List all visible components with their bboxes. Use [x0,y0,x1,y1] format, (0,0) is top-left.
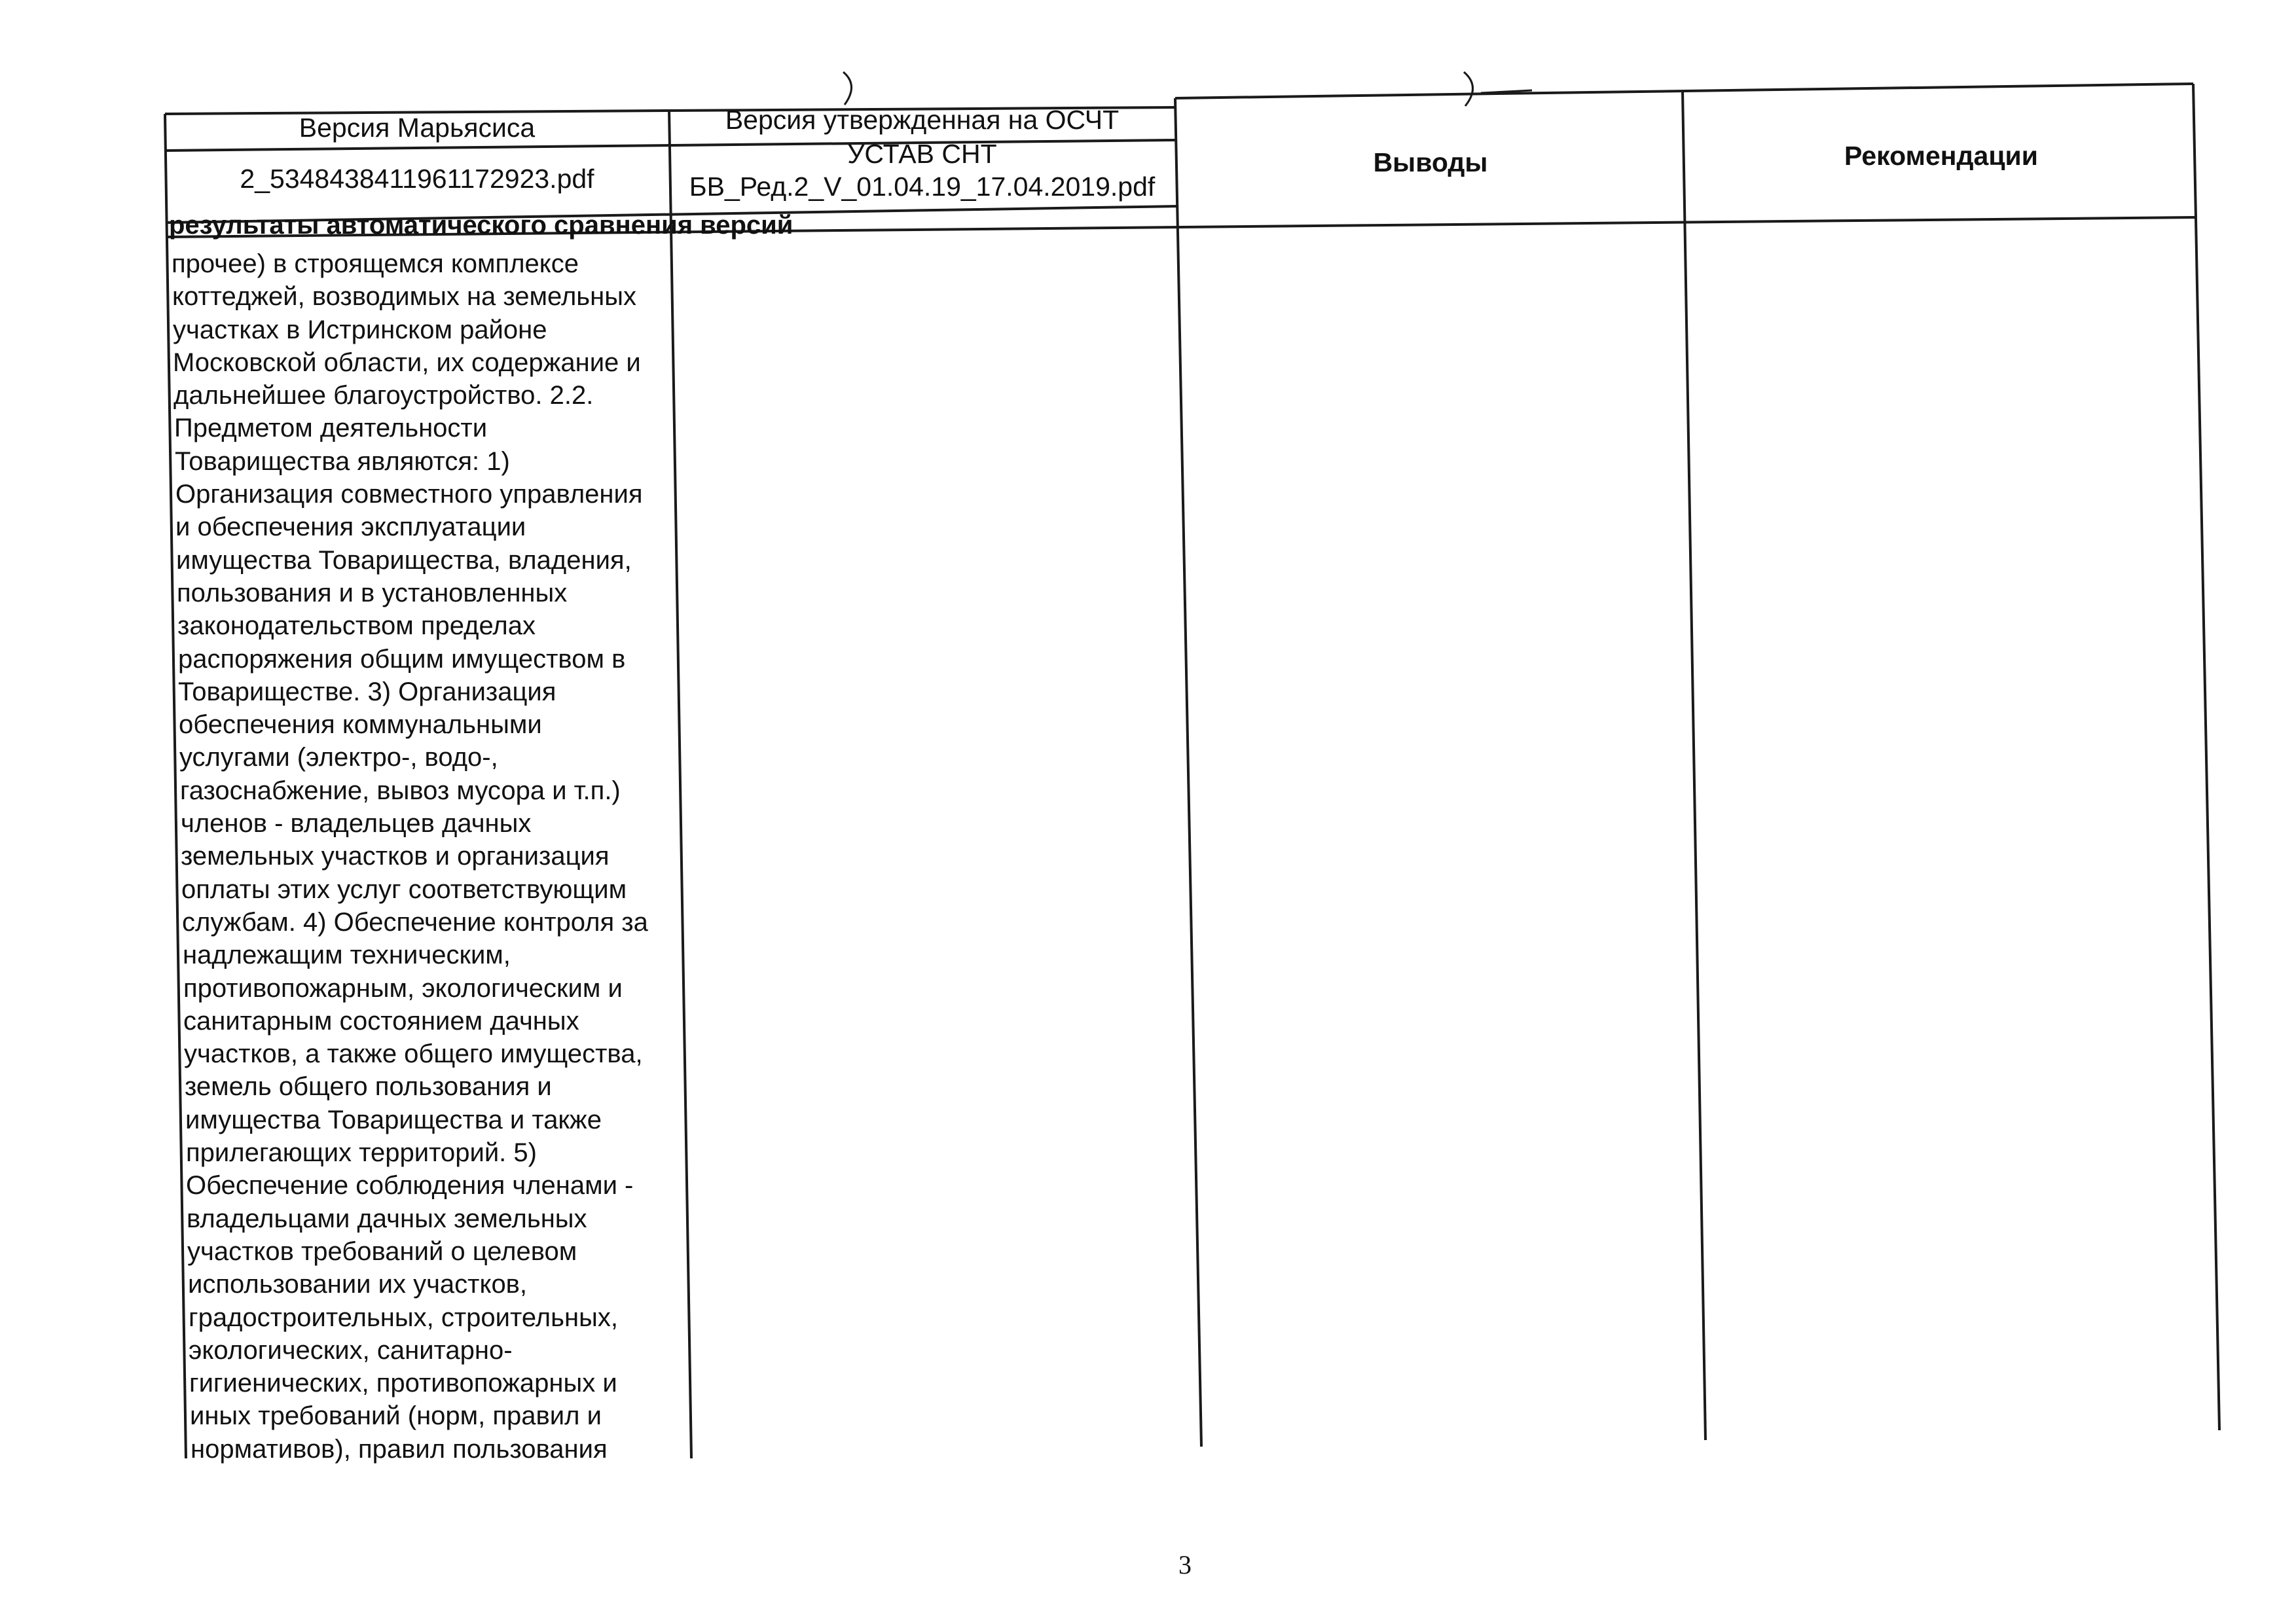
text-line: коттеджей, возводимых на земельных [172,282,636,312]
text-line: дальнейшее благоустройство. 2.2. [173,381,594,410]
text-line: имущества Товарищества и также [185,1105,602,1134]
text-line: гигиенических, противопожарных и [189,1369,617,1398]
text-line: надлежащим техническим, [183,941,511,970]
text-line: участков требований о целевом [187,1236,577,1266]
text-line: обеспечения коммунальными [179,710,542,740]
text-line: Обеспечение соблюдения членами - [186,1171,634,1200]
text-line: имущества Товарищества, владения, [176,545,632,575]
col1-title: Версия Марьясиса [299,113,536,143]
text-line: противопожарным, экологическим и [183,973,623,1003]
section-title: результаты автоматического сравнения версий [169,211,793,240]
col2-file: БВ_Ред.2_V_01.04.19_17.04.2019.pdf [689,171,1156,202]
text-line: земельных участков и организация [181,842,610,871]
text-line: нормативов), правил пользования [191,1434,608,1464]
text-line: газоснабжение, вывоз мусора и т.п.) [180,776,621,805]
text-line: санитарным состоянием дачных [183,1006,579,1036]
text-line: законодательством пределах [177,611,536,641]
text-line: иных требований (норм, правил и [190,1401,602,1431]
text-line: участков, а также общего имущества, [184,1039,643,1069]
text-line: Товариществе. 3) Организация [178,677,556,706]
col1-file: 2_5348438411961172923.pdf [240,164,594,194]
text-line: прочее) в строящемся комплексе [172,249,579,278]
col3-title: Выводы [1373,147,1488,177]
col1-body-text [172,247,648,1466]
text-line: и обеспечения эксплуатации [175,513,526,542]
text-line: участках в Истринском районе [173,315,547,344]
text-line: Товарищества являются: 1) [175,446,510,476]
text-line: услугами (электро-, водо-, [179,743,498,772]
text-line: прилегающих территорий. 5) [186,1138,537,1168]
text-line: владельцами дачных земельных [187,1204,587,1233]
text-line: земель общего пользования и [185,1072,552,1102]
text-line: пользования и в установленных [177,578,568,607]
text-line: экологических, санитарно- [189,1335,513,1365]
text-line: распоряжения общим имуществом в [178,644,626,674]
text-line: Предметом деятельности [174,414,488,443]
col2-doc: УСТАВ СНТ [847,139,997,169]
col2-title: Версия утвержденная на ОСЧТ [725,105,1120,135]
text-line: Московской области, их содержание и [173,348,641,377]
text-line: оплаты этих услуг соответствующим [181,875,627,904]
text-line: службам. 4) Обеспечение контроля за [182,907,648,937]
text-line: Организация совместного управления [175,480,643,509]
col4-title: Рекомендации [1844,141,2038,171]
text-line: членов - владельцев дачных [181,809,532,839]
text-line: использовании их участков, [188,1270,528,1299]
text-line: градостроительных, строительных, [189,1303,618,1332]
page-number: 3 [1178,1550,1192,1579]
